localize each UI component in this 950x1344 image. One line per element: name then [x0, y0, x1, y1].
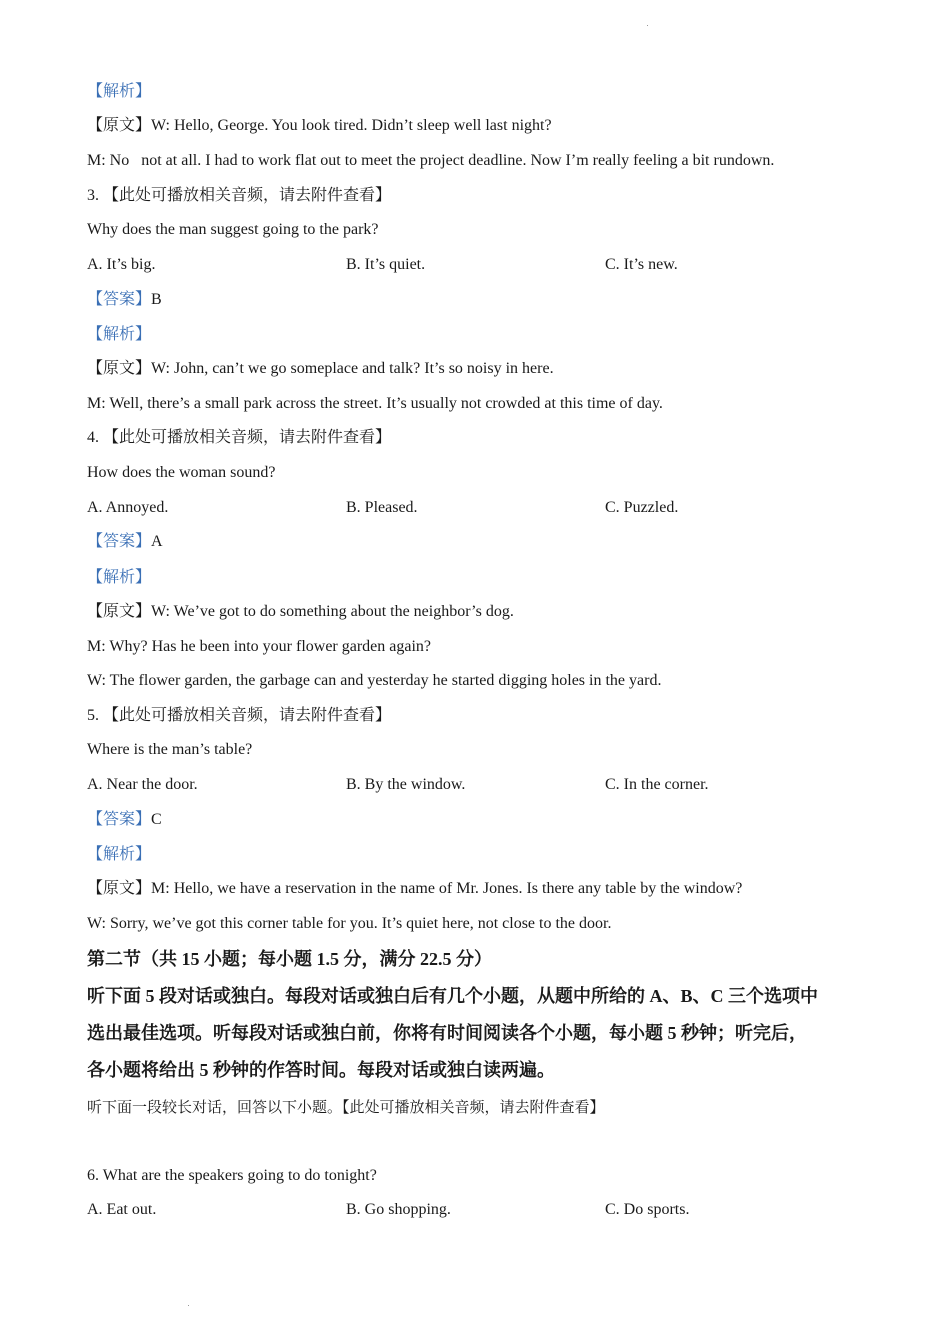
original-text-line — [87, 116, 552, 136]
question-6-text: 6. What are the speakers going to do tonight? — [87, 1167, 377, 1184]
original-text-line — [87, 359, 554, 379]
analysis-label: 【解析】 — [87, 846, 152, 863]
question-5-text: Where is the man’s table? — [87, 741, 253, 758]
answer-label: 【答案】 — [87, 291, 152, 308]
original-text-line — [87, 879, 742, 899]
question-5-option-a: A. Near the door. — [87, 776, 198, 793]
dialogue-line: W: Sorry, we’ve got this corner table for you. It’s quiet here, not close to the door. — [87, 915, 612, 932]
answer-value: A — [151, 533, 163, 550]
question-5-option-b: B. By the window. — [346, 776, 466, 793]
analysis-label: 【解析】 — [87, 569, 152, 586]
answer-label: 【答案】 — [87, 533, 152, 550]
answer-value: B — [151, 291, 162, 308]
analysis-label: 【解析】 — [87, 83, 152, 100]
dialogue-line: W: Hello, George. You look tired. Didn’t sleep well last night? — [151, 117, 552, 134]
section-2-instructions: 听下面 5 段对话或独白。每段对话或独白后有几个小题，从题中所给的 A、B、C 三个选项中 — [87, 986, 818, 1006]
question-3-title: 3. 【此处可播放相关音频，请去附件查看】 — [87, 187, 392, 204]
question-4-title: 4. 【此处可播放相关音频，请去附件查看】 — [87, 429, 392, 446]
question-6-option-a: A. Eat out. — [87, 1201, 157, 1218]
original-text-line — [87, 602, 514, 622]
question-5-answer — [87, 810, 162, 830]
section-2-instructions: 各小题将给出 5 秒钟的作答时间。每段对话或独白读两遍。 — [87, 1060, 555, 1080]
question-3-option-b: B. It’s quiet. — [346, 256, 426, 273]
dialogue-line: W: We’ve got to do something about the neighbor’s dog. — [151, 603, 514, 620]
question-5-title: 5. 【此处可播放相关音频，请去附件查看】 — [87, 707, 392, 724]
original-label: 【原文】 — [87, 603, 152, 620]
question-3-text: Why does the man suggest going to the park? — [87, 221, 379, 238]
question-5-option-c: C. In the corner. — [605, 776, 709, 793]
question-4-text: How does the woman sound? — [87, 464, 276, 481]
dialogue-line: M: Hello, we have a reservation in the name of Mr. Jones. Is there any table by the window? — [151, 880, 743, 897]
page-mark-top — [647, 25, 648, 26]
original-label: 【原文】 — [87, 117, 152, 134]
question-3-option-a: A. It’s big. — [87, 256, 156, 273]
answer-value: C — [151, 811, 162, 828]
analysis-label: 【解析】 — [87, 326, 152, 343]
question-4-option-a: A. Annoyed. — [87, 499, 169, 516]
question-6-option-c: C. Do sports. — [605, 1201, 690, 1218]
dialogue-line: W: The flower garden, the garbage can and yesterday he started digging holes in the yard. — [87, 672, 662, 689]
question-4-option-b: B. Pleased. — [346, 499, 418, 516]
page-mark-bottom — [188, 1305, 189, 1306]
question-4-option-c: C. Puzzled. — [605, 499, 679, 516]
dialogue-line: M: No not at all. I had to work flat out to meet the project deadline. Now I’m really feeling a bit rundown. — [87, 152, 775, 169]
dialogue-line: W: John, can’t we go someplace and talk? It’s so noisy in here. — [151, 360, 554, 377]
question-6-option-b: B. Go shopping. — [346, 1201, 451, 1218]
section-2-instructions: 选出最佳选项。听每段对话或独白前，你将有时间阅读各个小题，每小题 5 秒钟；听完后， — [87, 1023, 807, 1043]
original-label: 【原文】 — [87, 360, 152, 377]
question-4-answer — [87, 532, 163, 552]
question-3-answer — [87, 290, 162, 310]
question-3-option-c: C. It’s new. — [605, 256, 678, 273]
original-label: 【原文】 — [87, 880, 152, 897]
dialogue-line: M: Why? Has he been into your flower garden again? — [87, 638, 432, 655]
answer-label: 【答案】 — [87, 811, 152, 828]
section-2-title: 第二节（共 15 小题；每小题 1.5 分，满分 22.5 分） — [87, 949, 492, 969]
section-2-note: 听下面一段较长对话，回答以下小题。【此处可播放相关音频，请去附件查看】 — [87, 1100, 605, 1116]
dialogue-line: M: Well, there’s a small park across the street. It’s usually not crowded at this time of day. — [87, 395, 663, 412]
